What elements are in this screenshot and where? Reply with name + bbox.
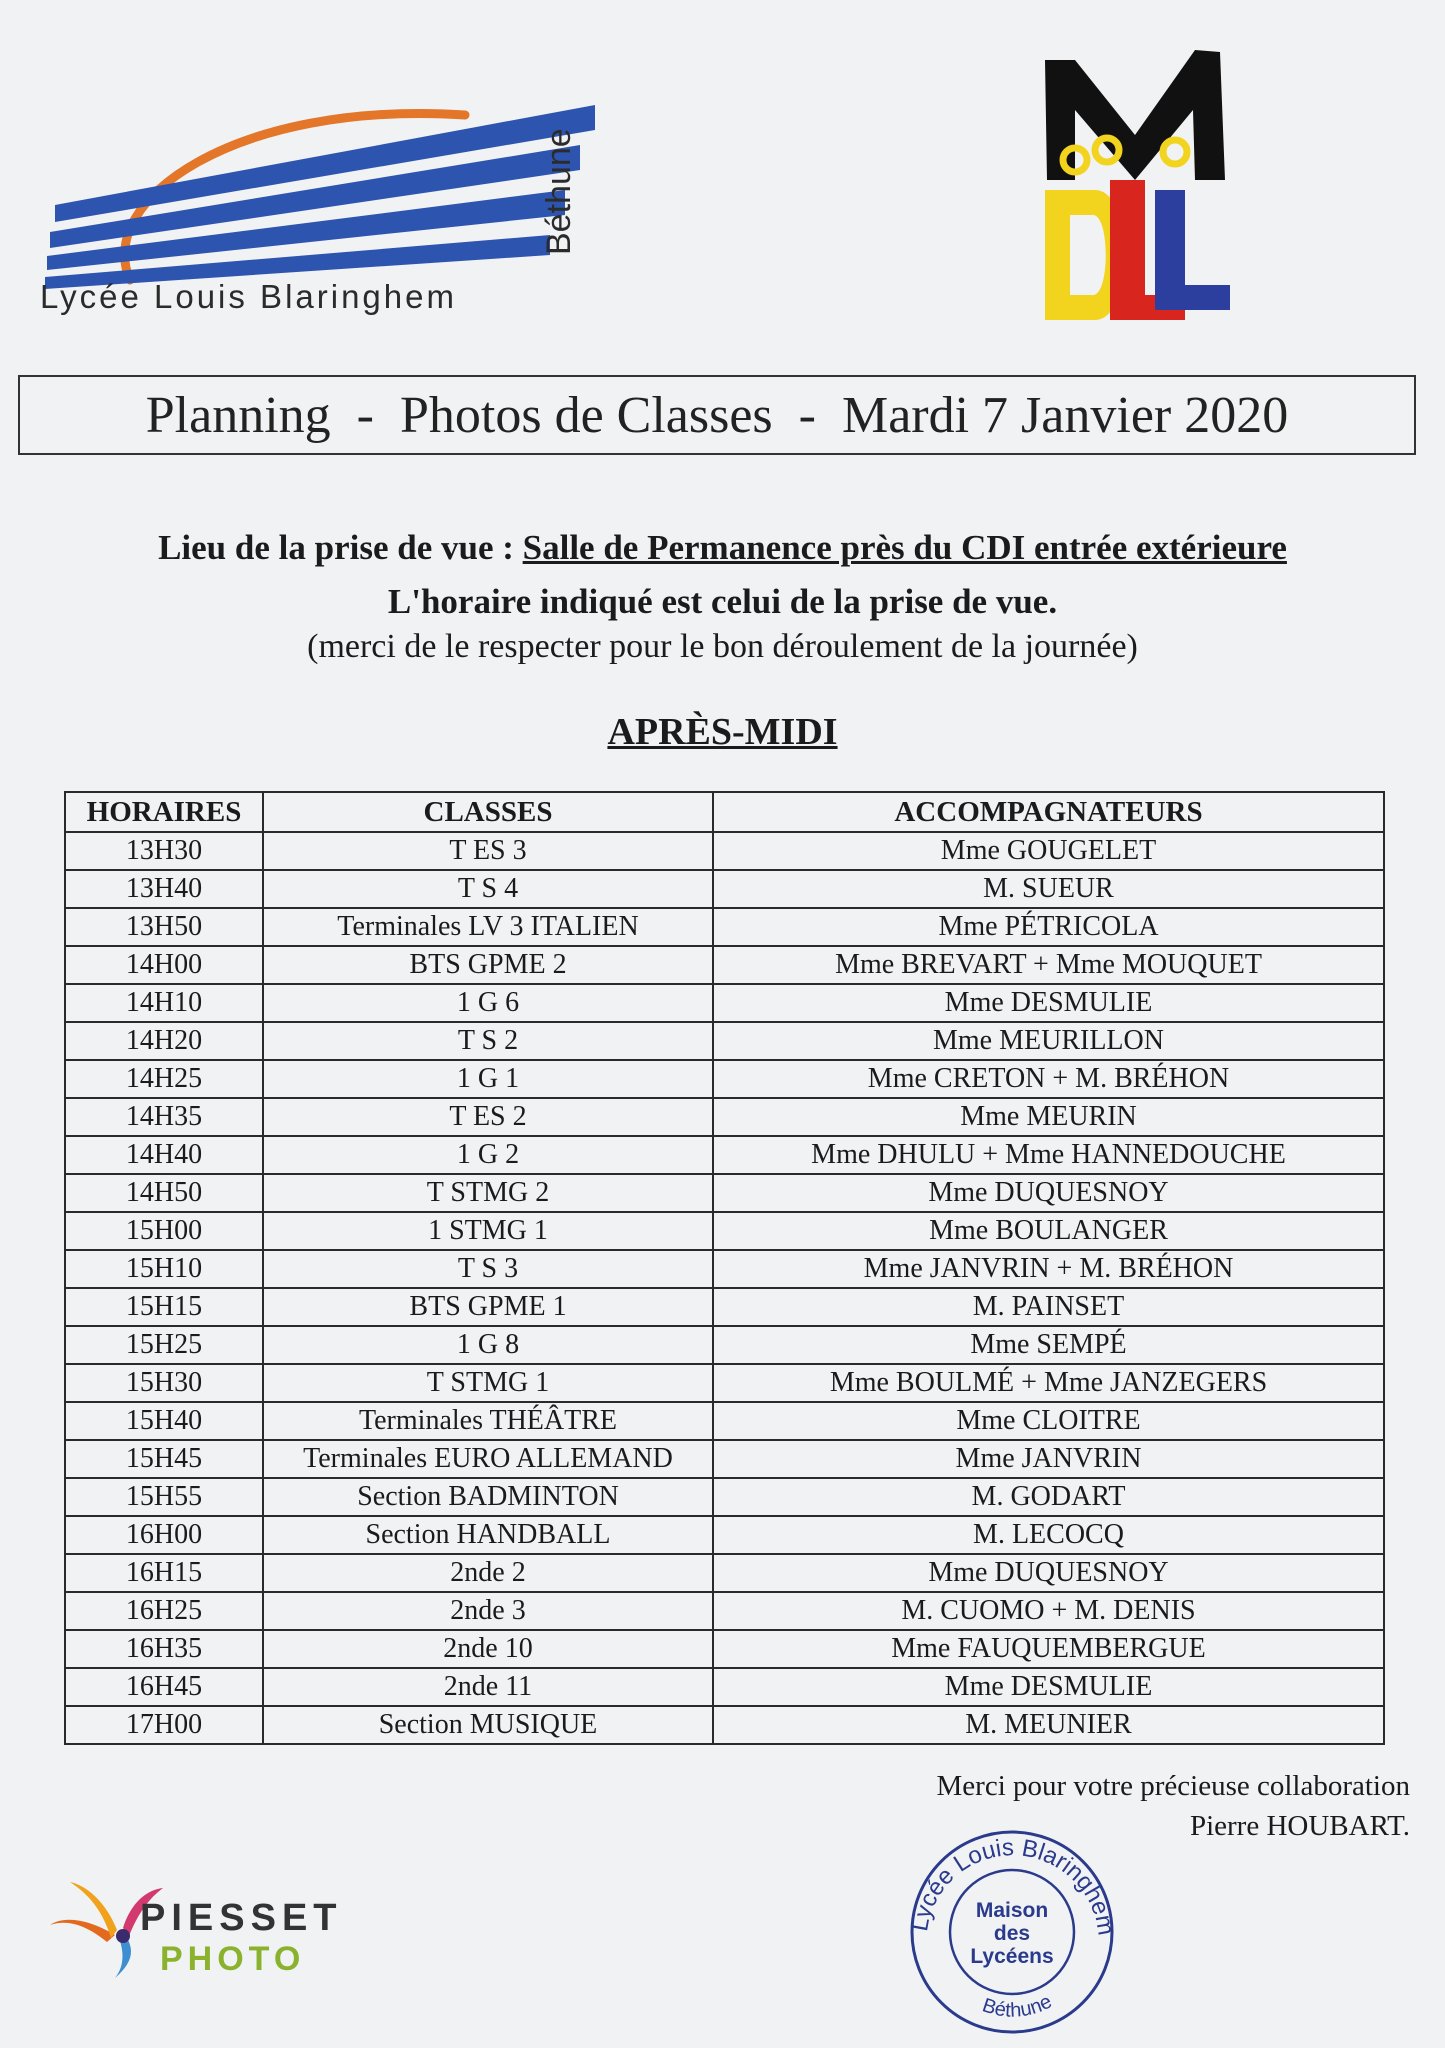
- time-cell: 14H40: [65, 1136, 263, 1174]
- table-row: [65, 1212, 1384, 1250]
- class-cell: T STMG 2: [263, 1174, 713, 1212]
- chaperone-cell: Mme DESMULIE: [713, 1668, 1384, 1706]
- title-box: [18, 375, 1416, 455]
- page-title: Planning - Photos de Classes - Mardi 7 Janvier 2020: [145, 386, 1289, 444]
- time-cell: 16H45: [65, 1668, 263, 1706]
- chaperone-cell: Mme DESMULIE: [713, 984, 1384, 1022]
- chaperone-cell: Mme JANVRIN: [713, 1440, 1384, 1478]
- table-row: [65, 1098, 1384, 1136]
- chaperone-cell: Mme FAUQUEMBERGUE: [713, 1630, 1384, 1668]
- time-cell: 14H50: [65, 1174, 263, 1212]
- table-row: [65, 1136, 1384, 1174]
- chaperone-cell: M. MEUNIER: [713, 1706, 1384, 1744]
- header-classes: CLASSES: [263, 792, 713, 832]
- chaperone-cell: Mme CLOITRE: [713, 1402, 1384, 1440]
- class-cell: 1 G 2: [263, 1136, 713, 1174]
- table-row: [65, 1630, 1384, 1668]
- class-cell: 1 G 1: [263, 1060, 713, 1098]
- class-cell: Terminales LV 3 ITALIEN: [263, 908, 713, 946]
- class-cell: T STMG 1: [263, 1364, 713, 1402]
- section-title: APRÈS-MIDI: [607, 711, 838, 753]
- time-cell: 17H00: [65, 1706, 263, 1744]
- time-cell: 16H35: [65, 1630, 263, 1668]
- table-header-row: [65, 792, 1384, 832]
- chaperone-cell: Mme BOULMÉ + Mme JANZEGERS: [713, 1364, 1384, 1402]
- table-row: [65, 1364, 1384, 1402]
- piesset-photo-logo: [45, 1860, 385, 1980]
- time-note: L'horaire indiqué est celui de la prise de vue.: [387, 582, 1058, 621]
- maison-des-lyceens-stamp: [905, 1822, 1120, 2037]
- chaperone-cell: Mme DHULU + Mme HANNEDOUCHE: [713, 1136, 1384, 1174]
- chaperone-cell: Mme GOUGELET: [713, 832, 1384, 870]
- stamp-center-line-2: des: [993, 1922, 1031, 1945]
- table-row: [65, 1706, 1384, 1744]
- stamp-city-text: Béthune: [979, 1990, 1056, 2022]
- school-city: Béthune: [540, 128, 578, 255]
- class-cell: Section HANDBALL: [263, 1516, 713, 1554]
- time-cell: 13H30: [65, 832, 263, 870]
- signature-name: Pierre HOUBART.: [1189, 1810, 1410, 1842]
- time-cell: 15H30: [65, 1364, 263, 1402]
- svg-text:Béthune: [980, 1991, 1056, 2022]
- table-row: [65, 1326, 1384, 1364]
- time-cell: 13H40: [65, 870, 263, 908]
- time-cell: 15H10: [65, 1250, 263, 1288]
- table-row: [65, 1288, 1384, 1326]
- respect-note: (merci de le respecter pour le bon déroulement de la journée): [307, 628, 1138, 665]
- table-row: [65, 832, 1384, 870]
- table-row: [65, 1060, 1384, 1098]
- class-cell: 2nde 11: [263, 1668, 713, 1706]
- chaperone-cell: M. SUEUR: [713, 870, 1384, 908]
- table-row: [65, 1440, 1384, 1478]
- chaperone-cell: Mme SEMPÉ: [713, 1326, 1384, 1364]
- class-cell: Section BADMINTON: [263, 1478, 713, 1516]
- table-row: [65, 946, 1384, 984]
- schedule-table: [64, 791, 1385, 1745]
- time-cell: 13H50: [65, 908, 263, 946]
- header-horaires: HORAIRES: [65, 792, 263, 832]
- table-row: [65, 1668, 1384, 1706]
- header-accompagnateurs: ACCOMPAGNATEURS: [713, 792, 1384, 832]
- time-cell: 15H55: [65, 1478, 263, 1516]
- time-cell: 14H35: [65, 1098, 263, 1136]
- time-cell: 15H00: [65, 1212, 263, 1250]
- school-name: Lycée Louis Blaringhem: [40, 278, 457, 315]
- chaperone-cell: Mme BOULANGER: [713, 1212, 1384, 1250]
- maison-des-lyceens-logo: [1035, 40, 1235, 330]
- chaperone-cell: M. CUOMO + M. DENIS: [713, 1592, 1384, 1630]
- location-value: Salle de Permanence près du CDI entrée extérieure: [522, 528, 1287, 567]
- piesset-wordmark: PIESSET: [140, 1897, 343, 1939]
- chaperone-cell: Mme DUQUESNOY: [713, 1554, 1384, 1592]
- time-cell: 15H15: [65, 1288, 263, 1326]
- location-line: [0, 528, 1445, 568]
- photo-wordmark: PHOTO: [160, 1940, 306, 1978]
- class-cell: 2nde 10: [263, 1630, 713, 1668]
- chaperone-cell: Mme BREVART + Mme MOUQUET: [713, 946, 1384, 984]
- chaperone-cell: Mme MEURIN: [713, 1098, 1384, 1136]
- table-row: [65, 1250, 1384, 1288]
- time-cell: 15H45: [65, 1440, 263, 1478]
- table-row: [65, 1402, 1384, 1440]
- table-row: [65, 908, 1384, 946]
- time-cell: 15H40: [65, 1402, 263, 1440]
- class-cell: T S 3: [263, 1250, 713, 1288]
- stamp-center-line-3: Lycéens: [970, 1945, 1054, 1968]
- class-cell: T S 2: [263, 1022, 713, 1060]
- class-cell: 1 G 6: [263, 984, 713, 1022]
- class-cell: BTS GPME 2: [263, 946, 713, 984]
- table-row: [65, 984, 1384, 1022]
- table-row: [65, 1478, 1384, 1516]
- time-cell: 14H25: [65, 1060, 263, 1098]
- chaperone-cell: Mme DUQUESNOY: [713, 1174, 1384, 1212]
- chaperone-cell: M. GODART: [713, 1478, 1384, 1516]
- table-row: [65, 870, 1384, 908]
- class-cell: BTS GPME 1: [263, 1288, 713, 1326]
- class-cell: 1 STMG 1: [263, 1212, 713, 1250]
- class-cell: 2nde 3: [263, 1592, 713, 1630]
- class-cell: Terminales THÉÂTRE: [263, 1402, 713, 1440]
- time-cell: 14H20: [65, 1022, 263, 1060]
- table-row: [65, 1022, 1384, 1060]
- class-cell: T ES 3: [263, 832, 713, 870]
- chaperone-cell: Mme JANVRIN + M. BRÉHON: [713, 1250, 1384, 1288]
- chaperone-cell: M. LECOCQ: [713, 1516, 1384, 1554]
- class-cell: T ES 2: [263, 1098, 713, 1136]
- class-cell: T S 4: [263, 870, 713, 908]
- time-cell: 14H00: [65, 946, 263, 984]
- location-label: Lieu de la prise de vue :: [158, 528, 523, 567]
- chaperone-cell: Mme CRETON + M. BRÉHON: [713, 1060, 1384, 1098]
- time-cell: 14H10: [65, 984, 263, 1022]
- class-cell: Section MUSIQUE: [263, 1706, 713, 1744]
- stamp-ring-text: Lycée Louis Blaringhem: [906, 1834, 1120, 1938]
- time-cell: 16H25: [65, 1592, 263, 1630]
- stamp-center-line-1: Maison: [975, 1899, 1049, 1922]
- class-cell: Terminales EURO ALLEMAND: [263, 1440, 713, 1478]
- time-cell: 15H25: [65, 1326, 263, 1364]
- table-row: [65, 1554, 1384, 1592]
- chaperone-cell: M. PAINSET: [713, 1288, 1384, 1326]
- class-cell: 1 G 8: [263, 1326, 713, 1364]
- chaperone-cell: Mme MEURILLON: [713, 1022, 1384, 1060]
- table-row: [65, 1592, 1384, 1630]
- time-cell: 16H15: [65, 1554, 263, 1592]
- table-row: [65, 1174, 1384, 1212]
- time-cell: 16H00: [65, 1516, 263, 1554]
- table-row: [65, 1516, 1384, 1554]
- thanks-note: Merci pour votre précieuse collaboration: [936, 1770, 1410, 1802]
- class-cell: 2nde 2: [263, 1554, 713, 1592]
- chaperone-cell: Mme PÉTRICOLA: [713, 908, 1384, 946]
